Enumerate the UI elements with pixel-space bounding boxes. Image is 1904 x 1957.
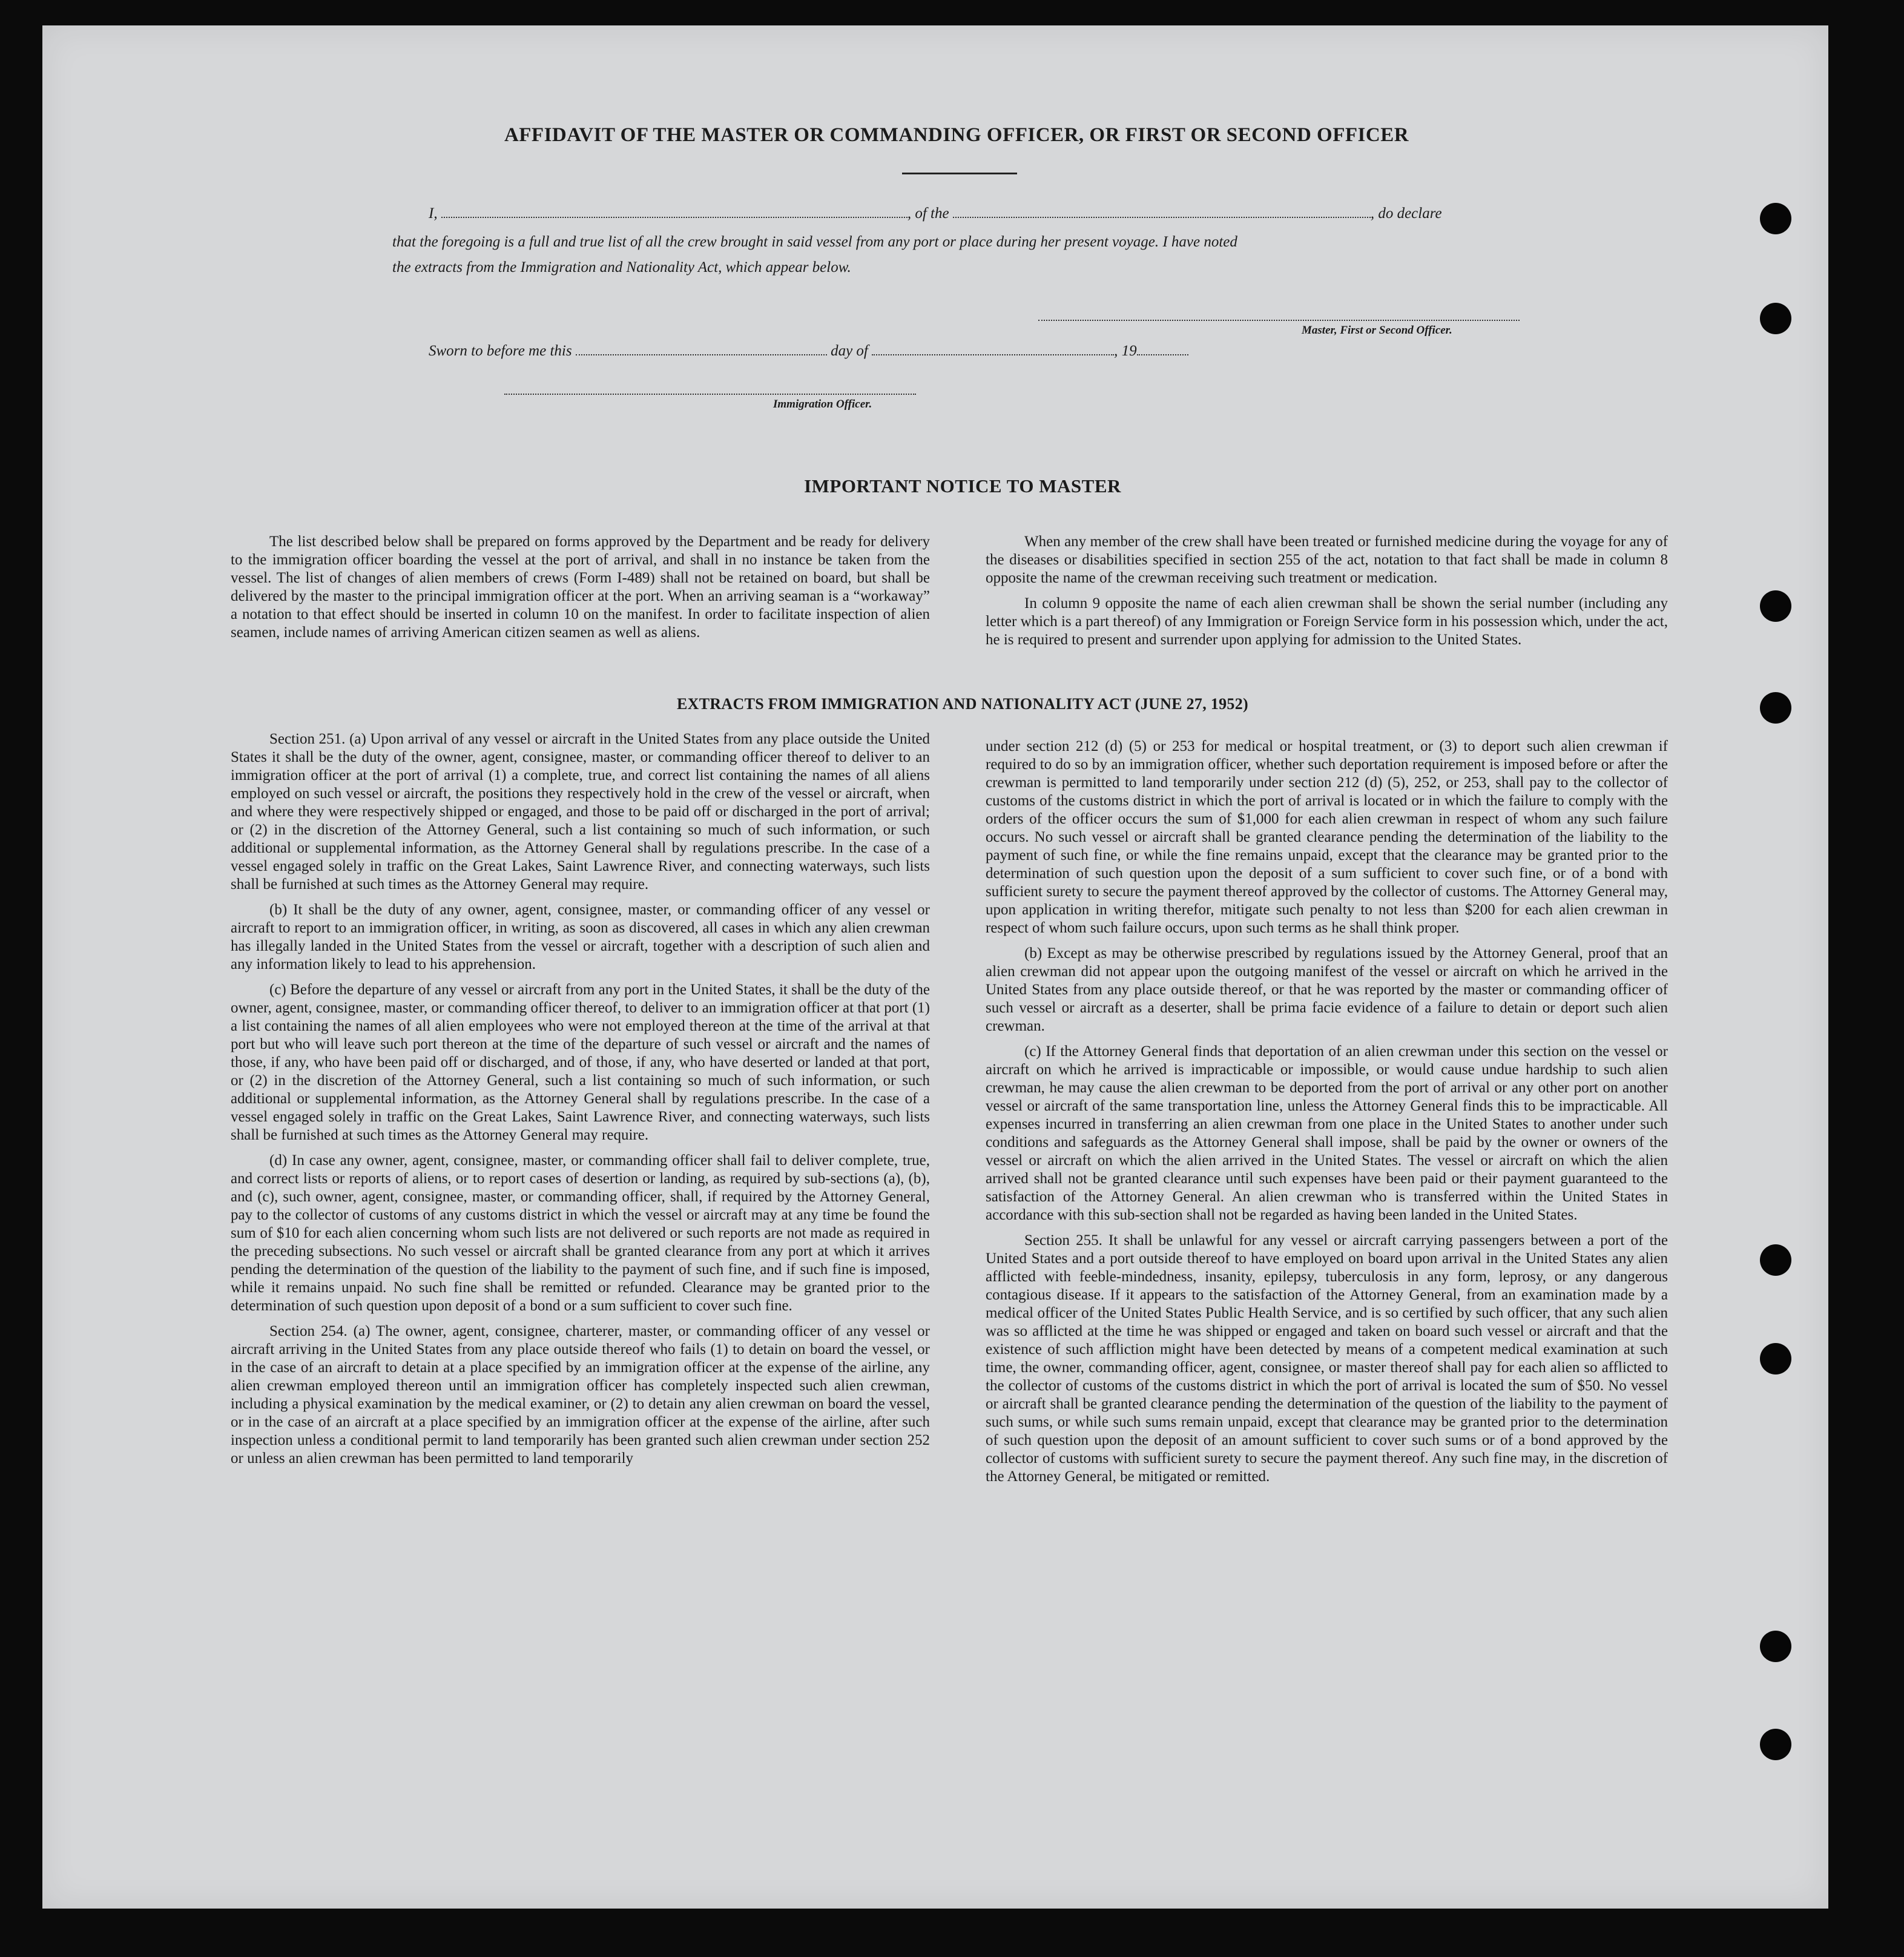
title-underline	[902, 173, 1017, 174]
section-251-c: (c) Before the departure of any vessel or aircraft from any port in the United States, it shall be the duty of the owner, agent, consignee, master, or commanding officer thereof, to deliver to an immigration officer at that port (1) a list containing the names of all alien employees who were not employed thereon at the time of the arrival at that port but who will leave such port thereon at the time of the departure of such vessel or aircraft and the names of those, if any, who have been paid off or discharged, and of those, if any, who have deserted or landed at that port, or (2) in the discretion of the Attorney General, such a list containing so much of such information, or such additional or supplemental information, as the Attorney General shall by regulations prescribe. In the case of a vessel engaged solely in traffic on the Great Lakes, Saint Lawrence River, and connecting waterways, such lists shall be furnished at such times as the Attorney General may require.	[231, 982, 930, 1143]
sworn-day-of: day of	[831, 343, 868, 359]
section-251-a: Section 251. (a) Upon arrival of any vessel or aircraft in the United States from any place outside the United States it shall be the duty of the owner, agent, consignee, master, or commanding officer thereof to deliver to an immigration officer at the port of arrival (1) a complete, true, and correct list containing the names of all aliens employed on such vessel or aircraft, the positions they respectively hold in the crew of the vessel or aircraft, when and where they were respectively shipped or engaged, and those to be paid off or discharged in the port of arrival; or (2) in the discretion of the Attorney General, such a list containing so much of such information, or such additional or supplemental information, as the Attorney General shall by regulations prescribe. In the case of a vessel engaged solely in traffic on the Great Lakes, Saint Lawrence River, and connecting waterways, such lists shall be furnished at such times as the Attorney General may require.	[231, 731, 930, 893]
declaration-line	[429, 205, 1442, 222]
punch-hole	[1760, 1631, 1791, 1662]
sworn-month-field[interactable]	[872, 342, 1114, 355]
declaration-i: I,	[429, 205, 438, 222]
declaration-of-the: , of the	[907, 205, 949, 222]
punch-hole	[1760, 1343, 1791, 1375]
section-254-c: (c) If the Attorney General finds that deportation of an alien crewman under this section on the vessel or aircraft on which he arrived is impracticable or impossible, or would cause undue hardship to such alien crewman, he may cause the alien crewman to be deported from the port of arrival or any other port on another vessel or aircraft of the same transportation line, unless the Attorney General finds this to be impracticable. All expenses incurred in transferring an alien crewman from one place in the United States to another under such conditions and safeguards as the Attorney General shall impose, shall be paid by the owner or owners of the vessel or aircraft on which the alien arrived in the United States. The vessel or aircraft on which the alien arrived shall not be granted clearance until such expenses have been paid or their payment guaranteed to the satisfaction of the Attorney General. An alien crewman who is transferred within the United States in accordance with this sub-section shall not be regarded as having been landed in the United States.	[986, 1043, 1668, 1223]
section-254-a: Section 254. (a) The owner, agent, consignee, charterer, master, or commanding officer of any vessel or aircraft arriving in the United States from any place outside thereof who fails (1) to detain on board the vessel, or in the case of an aircraft to detain at a place specified by an immigration officer at the expense of the airline, any alien crewman employed thereon until an immigration officer has completely inspected such alien crewman, including a physical examination by the medical examiner, or (2) to detain any alien crewman on board the vessel, or in the case of an aircraft at a place specified by an immigration officer at the expense of the airline, after such inspection unless a conditional permit to land temporarily has been granted such alien crewman under section 252 or unless an alien crewman has been permitted to land temporarily	[231, 1323, 930, 1467]
section-254-a-continued: under section 212 (d) (5) or 253 for medical or hospital treatment, or (3) to deport such alien crewman if required to do so by an immigration officer, whether such deportation requirement is imposed before or after the crewman is permitted to land temporarily under section 212 (d) (5), 252, or 253, shall pay to the collector of customs of the customs district in which the port of arrival is located or in which the failure to comply with the orders of the officer occurs the sum of $1,000 for each alien crewman in respect of whom any such failure occurs. No such vessel or aircraft shall be granted clearance pending the determination of the liability to the payment of such fine, or while the fine remains unpaid, except that the clearance may be granted prior to the determination of such question upon the deposit of a sum sufficient to cover such fine, or of a bond with sufficient surety to secure the payment thereof approved by the collector of customs. The Attorney General may, upon application in writing therefor, mitigate such penalty to not less than $200 for each alien crewman in respect of whom such failure occurs, upon such terms as he shall think proper.	[986, 738, 1668, 936]
section-255: Section 255. It shall be unlawful for any vessel or aircraft carrying passengers between a port of the United States and a port outside thereof to have employed on board upon arrival in the United States any alien afflicted with feeble-mindedness, insanity, epilepsy, tuberculosis in any form, leprosy, or any dangerous contagious disease. If it appears to the satisfaction of the Attorney General, from an examination made by a medical officer of the United States Public Health Service, and is so certified by such officer, that any such alien was so afflicted at the time he was shipped or engaged and taken on board such vessel or aircraft and that the existence of such affliction might have been detected by means of a competent medical examination at such time, the owner, commanding officer, agent, consignee, or master thereof shall pay for each alien so afflicted to the collector of customs of the customs district in which the port of arrival is located the sum of $50. No vessel or aircraft shall be granted clearance pending the determination of the question of the liability to the payment of such sums, or while such sums remain unpaid, except that clearance may be granted prior to the determination of such question upon the deposit of an amount sufficient to cover such sums or of a bond approved by the collector of customs with sufficient surety to secure the payment thereof. Any such fine may, in the discretion of the Attorney General, be mitigated or remitted.	[986, 1232, 1668, 1485]
section-251-b: (b) It shall be the duty of any owner, agent, consignee, master, or commanding officer of any vessel or aircraft to report to an immigration officer, in writing, as soon as discovered, all cases in which any alien crewman has illegally landed in the United States from the vessel or aircraft, together with a description of such alien and any information likely to lead to his apprehension.	[231, 902, 930, 972]
vessel-name-field[interactable]	[953, 205, 1371, 218]
declaration-line-2: that the foregoing is a full and true list of all the crew brought in said vessel from any port or place during her present voyage. I have noted	[392, 234, 1237, 250]
sworn-line	[429, 342, 1188, 360]
punch-hole	[1760, 1729, 1791, 1760]
notice-paragraph: When any member of the crew shall have been treated or furnished medicine during the voyage for any of the diseases or disabilities specified in section 255 of the act, notation to that fact shall be made in column 8 opposite the name of the crewman receiving such treatment or medication.	[986, 533, 1668, 586]
notice-right-column	[986, 533, 1668, 656]
notice-title: IMPORTANT NOTICE TO MASTER	[804, 475, 1121, 497]
punch-hole	[1760, 303, 1791, 334]
immigration-signature-line[interactable]	[504, 394, 916, 395]
punch-hole	[1760, 203, 1791, 234]
sworn-year-field[interactable]	[1137, 342, 1188, 355]
master-signature-line[interactable]	[1038, 320, 1520, 321]
notice-left-column	[231, 533, 930, 649]
notice-paragraph: The list described below shall be prepared on forms approved by the Department and be ready for delivery to the immigration officer boarding the vessel at the port of arrival, and shall in no instance be taken from the vessel. The list of changes of alien members of crews (Form I-489) shall not be retained on board, but shall be delivered by the master to the principal immigration officer at the port. When an arriving seaman is a “workaway” a notation to that effect should be inserted in column 10 on the manifest. In order to facilitate inspection of alien seamen, include names of arriving American citizen seamen as well as aliens.	[231, 533, 930, 641]
declarant-name-field[interactable]	[441, 205, 908, 218]
declaration-line-3: the extracts from the Immigration and Nationality Act, which appear below.	[392, 259, 851, 276]
affidavit-title: AFFIDAVIT OF THE MASTER OR COMMANDING OFFICER, OR FIRST OR SECOND OFFICER	[504, 124, 1409, 146]
sworn-day-field[interactable]	[576, 342, 827, 355]
punch-hole	[1760, 590, 1791, 622]
punch-hole	[1760, 692, 1791, 724]
punch-hole	[1760, 1244, 1791, 1276]
master-caption: Master, First or Second Officer.	[1302, 324, 1452, 337]
immigration-caption: Immigration Officer.	[773, 398, 872, 411]
section-254-b: (b) Except as may be otherwise prescribed by regulations issued by the Attorney General, proof that an alien crewman did not appear upon the outgoing manifest of the vessel or aircraft on which he arrived in the United States from any place outside thereof, or that he was reported by the master or commanding officer of such vessel or aircraft as a deserter, shall be prima facie evidence of a failure to detain or deport such alien crewman.	[986, 945, 1668, 1034]
extracts-title: EXTRACTS FROM IMMIGRATION AND NATIONALITY ACT (JUNE 27, 1952)	[676, 695, 1248, 713]
notice-paragraph: In column 9 opposite the name of each alien crewman shall be shown the serial number (including any letter which is a part thereof) of any Immigration or Foreign Service form in his possession which, under the act, he is required to present and surrender upon applying for admission to the United States.	[986, 595, 1668, 648]
sworn-year-prefix: , 19	[1114, 343, 1137, 359]
sworn-prefix: Sworn to before me this	[429, 343, 572, 359]
extracts-left-column	[231, 730, 930, 1475]
declaration-do-declare: , do declare	[1370, 205, 1442, 222]
section-251-d: (d) In case any owner, agent, consignee, master, or commanding officer shall fail to deliver complete, true, and correct lists or reports of aliens, or to report cases of desertion or landing, as required by sub-sections (a), (b), and (c), such owner, agent, consignee, master, or commanding officer, shall, if required by the Attorney General, pay to the collector of customs of any customs district in which the vessel or aircraft may at any time be found the sum of $10 for each alien concerning whom such lists are not delivered or such reports are not made as required in the preceding subsections. No such vessel or aircraft shall be granted clearance from any port at which it arrives pending the determination of the question of the liability to the payment of such fine, and if such fine is imposed, while it remains unpaid. No such fine shall be remitted or refunded. Clearance may be granted prior to the determination of such question upon deposit of a bond or a sum sufficient to cover such fine.	[231, 1152, 930, 1314]
extracts-right-column	[986, 738, 1668, 1493]
